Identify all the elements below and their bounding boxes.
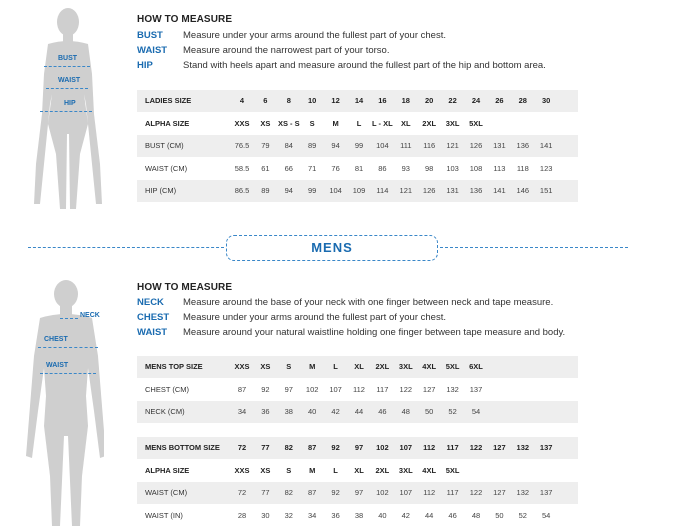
row-label: BUST (CM)	[145, 141, 184, 150]
waist-figure-label: WAIST	[58, 77, 81, 84]
measure-key: BUST	[137, 30, 163, 41]
measure-description: Measure around your natural waistline holding one finger between tape measure and body.	[183, 327, 566, 338]
table-cell: 132	[516, 488, 530, 497]
table-cell: 123	[539, 163, 553, 173]
table-cell: 121	[399, 186, 413, 195]
table-cell: 84	[284, 141, 293, 150]
table-cell: 122	[399, 384, 413, 394]
table-cell: 5XL	[445, 465, 460, 475]
chest-figure-label: CHEST	[44, 336, 68, 343]
table-cell: 146	[516, 186, 530, 195]
table-cell: 137	[469, 384, 483, 394]
table-cell: 87	[308, 443, 317, 452]
measure-row-chest	[137, 312, 657, 324]
table-cell: L	[333, 465, 338, 475]
measure-row-neck	[137, 297, 657, 309]
table-cell: 18	[401, 96, 410, 105]
table-cell: 102	[376, 443, 389, 452]
table-cell: 50	[425, 407, 434, 416]
table-cell: XL	[401, 118, 411, 128]
table-cell: 99	[308, 186, 317, 195]
table-cell: 30	[261, 510, 270, 520]
table-cell: XXS	[234, 465, 250, 475]
table-cell: 38	[284, 407, 293, 416]
table-cell: 32	[284, 510, 293, 520]
table-cell: 42	[401, 510, 410, 520]
table-cell: 131	[493, 141, 506, 150]
table-cell: 34	[308, 510, 317, 520]
table-cell: 87	[308, 488, 317, 497]
table-row	[137, 113, 578, 135]
table-row	[137, 505, 578, 527]
table-row	[137, 437, 578, 459]
table-cell: 20	[425, 96, 434, 105]
table-cell: XS - S	[277, 118, 300, 128]
table-cell: 114	[376, 186, 389, 195]
row-label: ALPHA SIZE	[145, 465, 190, 475]
table-row	[137, 379, 578, 401]
table-cell: 54	[542, 510, 551, 520]
table-cell: XS	[260, 465, 271, 475]
table-cell: S	[286, 465, 292, 475]
table-cell: 3XL	[398, 362, 413, 371]
table-cell: 2XL	[375, 465, 390, 475]
table-cell: 127	[422, 384, 436, 394]
table-cell: 77	[261, 443, 270, 452]
table-cell: 109	[352, 186, 366, 195]
mens-banner: MENS	[226, 235, 438, 261]
table-cell: 98	[425, 163, 434, 173]
table-cell: M	[332, 118, 339, 128]
table-cell: 40	[378, 510, 387, 520]
measure-row-bust	[137, 30, 657, 42]
table-cell: 111	[400, 141, 412, 150]
row-label: CHEST (CM)	[145, 384, 190, 394]
measure-description: Stand with heels apart and measure around the fullest part of the hip and bottom area.	[183, 60, 546, 71]
mens-how-to-title: HOW TO MEASURE	[137, 282, 233, 293]
table-cell: 42	[331, 407, 340, 416]
ladies-how-to-title: HOW TO MEASURE	[137, 14, 233, 25]
table-cell: XS	[260, 362, 271, 371]
table-cell: 30	[542, 96, 551, 105]
table-cell: 28	[237, 510, 247, 520]
table-cell: 141	[539, 141, 553, 150]
table-cell: 86.5	[234, 186, 250, 195]
table-cell: 126	[422, 186, 436, 195]
table-cell: 126	[469, 141, 483, 150]
table-cell: 117	[446, 488, 459, 497]
table-cell: 48	[401, 407, 410, 416]
table-cell: 48	[471, 510, 481, 520]
table-cell: 76	[331, 163, 340, 173]
table-cell: 127	[493, 488, 506, 497]
table-cell: 82	[284, 488, 293, 497]
table-cell: 82	[284, 443, 293, 452]
table-cell: 104	[329, 186, 342, 195]
table-cell: XS	[260, 118, 271, 128]
table-cell: 116	[423, 141, 436, 150]
table-cell: 28	[518, 96, 527, 105]
bust-figure-label: BUST	[58, 55, 78, 62]
measure-key: NECK	[137, 297, 164, 308]
table-cell: M	[309, 465, 316, 475]
table-cell: 112	[423, 488, 436, 497]
table-cell: 112	[423, 443, 436, 452]
measure-description: Measure under your arms around the fullest part of your chest.	[183, 312, 446, 323]
table-cell: 113	[493, 163, 506, 173]
table-row	[137, 356, 578, 378]
table-row	[137, 90, 578, 112]
table-cell: M	[309, 362, 316, 371]
row-label: WAIST (CM)	[145, 488, 188, 497]
table-cell: 34	[237, 407, 247, 416]
table-cell: 16	[378, 96, 387, 105]
neck-figure-label: NECK	[80, 312, 100, 319]
table-cell: 4XL	[422, 362, 437, 371]
table-cell: 12	[331, 96, 340, 105]
row-label: MENS BOTTOM SIZE	[145, 443, 220, 452]
table-cell: 36	[331, 510, 340, 520]
table-row	[137, 482, 578, 504]
measure-description: Measure around the narrowest part of your torso.	[183, 45, 390, 56]
table-cell: 52	[518, 510, 527, 520]
row-label: ALPHA SIZE	[145, 118, 190, 128]
table-cell: 24	[471, 96, 481, 105]
table-cell: 3XL	[445, 118, 460, 128]
measure-key: WAIST	[137, 45, 168, 56]
row-label: LADIES SIZE	[145, 96, 192, 105]
table-cell: 22	[448, 96, 457, 105]
table-cell: 117	[376, 384, 389, 394]
table-cell: S	[309, 118, 315, 128]
measure-row-waist	[137, 327, 657, 339]
table-cell: XXS	[234, 118, 250, 128]
table-cell: 6XL	[469, 362, 483, 371]
table-cell: 97	[354, 443, 364, 452]
table-cell: 93	[401, 163, 410, 173]
measure-description: Measure under your arms around the fullest part of your chest.	[183, 30, 446, 41]
table-cell: 136	[469, 186, 483, 195]
table-cell: 92	[331, 488, 340, 497]
table-cell: 10	[308, 96, 317, 105]
table-cell: 71	[308, 163, 317, 173]
table-cell: 52	[448, 407, 457, 416]
table-cell: 6	[263, 96, 268, 105]
table-cell: 103	[446, 163, 459, 173]
measure-description: Measure around the base of your neck with one finger between neck and tape measure.	[183, 297, 554, 308]
hip-figure-label: HIP	[64, 100, 76, 107]
table-cell: 89	[308, 141, 317, 150]
table-cell: 5XL	[445, 362, 460, 371]
table-cell: 50	[495, 510, 504, 520]
table-cell: 122	[469, 443, 483, 452]
table-cell: 46	[448, 510, 457, 520]
table-cell: 137	[539, 488, 553, 497]
table-cell: 107	[399, 443, 413, 452]
measure-key: WAIST	[137, 327, 168, 338]
row-label: WAIST (CM)	[145, 163, 188, 173]
table-row	[137, 401, 578, 423]
table-cell: 26	[495, 96, 504, 105]
table-cell: S	[286, 362, 292, 371]
table-cell: 40	[308, 407, 317, 416]
table-cell: 44	[425, 510, 434, 520]
measure-row-waist	[137, 45, 657, 57]
table-cell: 76.5	[234, 141, 250, 150]
table-cell: 97	[354, 488, 364, 497]
table-cell: 99	[354, 141, 364, 150]
table-cell: L	[356, 118, 362, 128]
table-cell: 38	[354, 510, 364, 520]
table-cell: 77	[261, 488, 270, 497]
table-cell: 87	[237, 384, 247, 394]
table-cell: 36	[261, 407, 270, 416]
table-cell: 94	[284, 186, 293, 195]
table-cell: 66	[284, 163, 293, 173]
row-label: HIP (CM)	[145, 186, 177, 195]
table-cell: 117	[446, 443, 459, 452]
table-cell: 8	[286, 96, 291, 105]
table-cell: 112	[353, 384, 365, 394]
waist-figure-label-mens: WAIST	[46, 362, 69, 369]
table-cell: 127	[493, 443, 506, 452]
row-label: WAIST (IN)	[145, 510, 183, 520]
table-row	[137, 158, 578, 180]
table-cell: 94	[331, 141, 340, 150]
table-cell: XL	[354, 465, 364, 475]
table-cell: XL	[354, 362, 364, 371]
table-cell: 102	[305, 384, 319, 394]
table-cell: 86	[378, 163, 387, 173]
table-row	[137, 180, 578, 202]
table-cell: 14	[354, 96, 364, 105]
table-cell: 44	[354, 407, 364, 416]
table-cell: 54	[471, 407, 481, 416]
table-row	[137, 460, 578, 482]
table-cell: 118	[516, 163, 529, 173]
table-cell: L	[333, 362, 338, 371]
table-cell: 107	[329, 384, 342, 394]
table-row	[137, 135, 578, 157]
table-cell: 58.5	[234, 163, 250, 173]
table-cell: 4XL	[422, 465, 437, 475]
table-cell: 92	[261, 384, 270, 394]
table-cell: 46	[378, 407, 387, 416]
table-cell: 4	[239, 96, 245, 105]
table-cell: 107	[399, 488, 413, 497]
measure-key: CHEST	[137, 312, 170, 323]
table-cell: 72	[237, 443, 247, 452]
table-cell: 2XL	[422, 118, 437, 128]
table-cell: 81	[354, 163, 364, 173]
table-cell: 121	[446, 141, 459, 150]
row-label: MENS TOP SIZE	[145, 362, 203, 371]
table-cell: 92	[331, 443, 340, 452]
table-cell: 151	[539, 186, 553, 195]
table-cell: 104	[376, 141, 389, 150]
table-cell: 5XL	[469, 118, 483, 128]
row-label: NECK (CM)	[145, 407, 185, 416]
female-figure	[20, 4, 110, 216]
table-cell: 132	[516, 443, 530, 452]
table-cell: 2XL	[375, 362, 390, 371]
table-cell: 89	[261, 186, 270, 195]
table-cell: 122	[469, 488, 483, 497]
table-cell: L - XL	[372, 118, 393, 128]
table-cell: 137	[539, 443, 553, 452]
measure-row-hip	[137, 60, 657, 72]
table-cell: 132	[446, 384, 459, 394]
table-cell: 136	[516, 141, 530, 150]
table-cell: XXS	[234, 362, 250, 371]
table-cell: 3XL	[398, 465, 413, 475]
table-cell: 79	[261, 141, 270, 150]
table-cell: 72	[237, 488, 247, 497]
table-cell: 141	[493, 186, 506, 195]
table-cell: 61	[261, 163, 270, 173]
measure-key: HIP	[137, 60, 153, 71]
table-cell: 97	[284, 384, 293, 394]
table-cell: 131	[446, 186, 459, 195]
table-cell: 102	[376, 488, 389, 497]
table-cell: 108	[469, 163, 483, 173]
